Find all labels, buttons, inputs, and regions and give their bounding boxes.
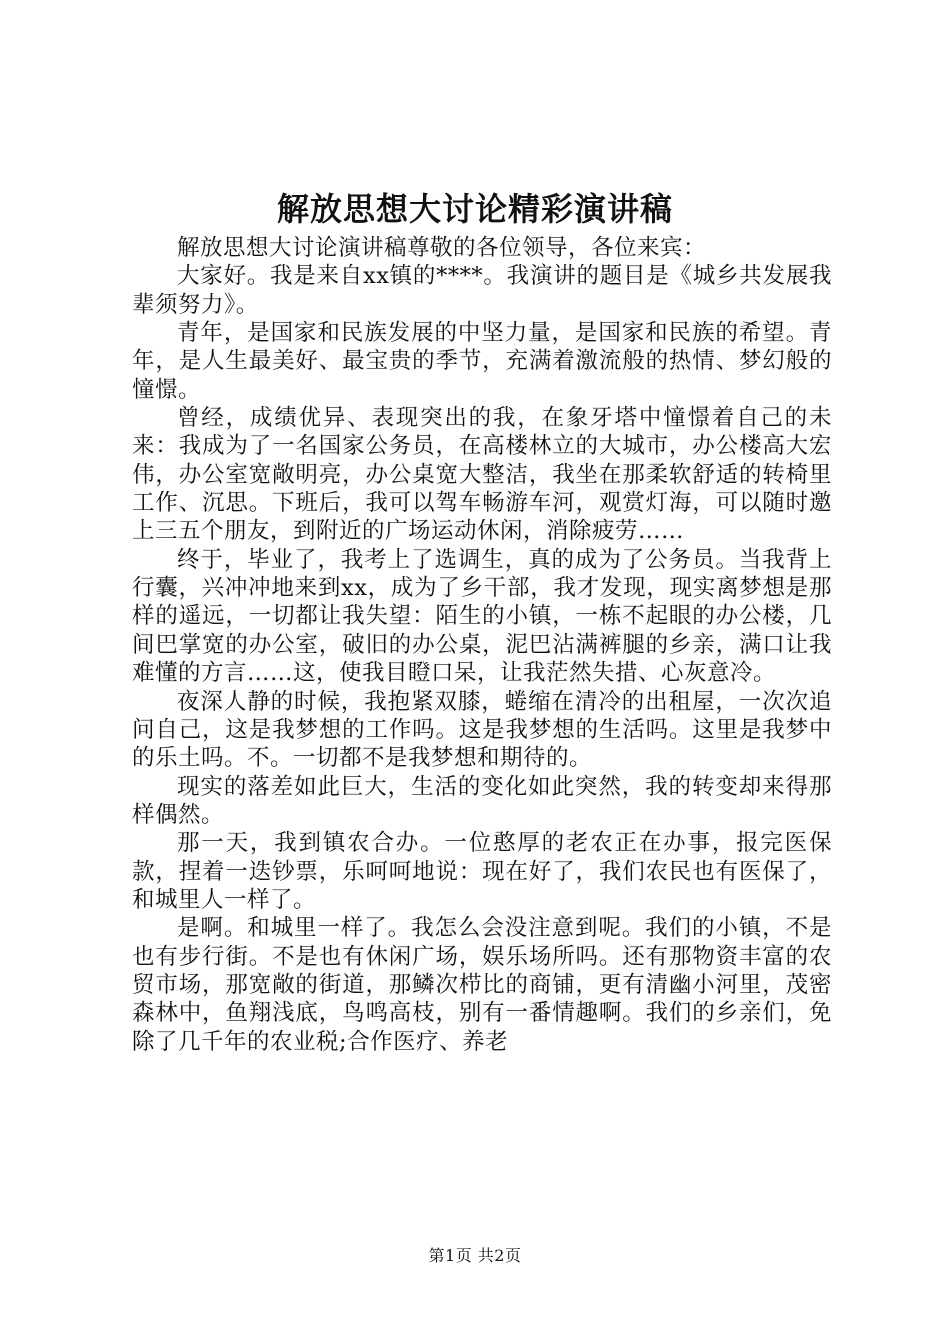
- paragraph: 现实的落差如此巨大，生活的变化如此突然，我的转变却来得那样偶然。: [132, 773, 832, 828]
- paragraph: 解放思想大讨论演讲稿尊敬的各位领导，各位来宾：: [177, 235, 707, 261]
- document-body: [132, 234, 832, 1056]
- paragraph: 曾经，成绩优异、表现突出的我，在象牙塔中憧憬着自己的未来：我成为了一名国家公务员，在高楼林立的大城市，办公楼高大宏伟，办公室宽敞明亮，办公桌宽大整洁，我坐在那柔软舒适的转椅里工作、沉思。下班后，我可以驾车畅游车河，观赏灯海，可以随时邀上三五个朋友，到附近的广场运动休闲，消除疲劳……: [132, 405, 832, 545]
- paragraph: 青年，是国家和民族发展的中坚力量，是国家和民族的希望。青年，是人生最美好、最宝贵的季节，充满着激流般的热情、梦幻般的憧憬。: [132, 320, 832, 403]
- paragraph: 是啊。和城里一样了。我怎么会没注意到呢。我们的小镇，不是也有步行街。不是也有休闲广场，娱乐场所吗。还有那物资丰富的农贸市场，那宽敞的街道，那鳞次栉比的商铺，更有清幽小河里，茂密森林中，鱼翔浅底，鸟鸣高枝，别有一番情趣啊。我们的乡亲们，免除了几千年的农业税;合作医疗、养老: [132, 915, 832, 1055]
- paragraph: 终于，毕业了，我考上了选调生，真的成为了公务员。当我背上行囊，兴冲冲地来到xx，成为了乡干部，我才发现，现实离梦想是那样的遥远，一切都让我失望：陌生的小镇，一栋不起眼的办公楼，几间巴掌宽的办公室，破旧的办公桌，泥巴沾满裤腿的乡亲，满口让我难懂的方言……这，使我目瞪口呆，让我茫然失措、心灰意冷。: [132, 546, 832, 687]
- paragraph: 那一天，我到镇农合办。一位憨厚的老农正在办事，报完医保款，捏着一迭钞票，乐呵呵地说：现在好了，我们农民也有医保了，和城里人一样了。: [132, 830, 832, 913]
- page-footer: 第1页 共2页: [428, 1246, 522, 1265]
- document-title: 解放思想大讨论精彩演讲稿: [276, 190, 673, 228]
- paragraph: 大家好。我是来自xx镇的****。我演讲的题目是《城乡共发展我辈须努力》。: [132, 263, 832, 318]
- paragraph: 夜深人静的时候，我抱紧双膝，蜷缩在清冷的出租屋，一次次追问自己，这是我梦想的工作吗。这是我梦想的生活吗。这里是我梦中的乐土吗。不。一切都不是我梦想和期待的。: [132, 688, 832, 772]
